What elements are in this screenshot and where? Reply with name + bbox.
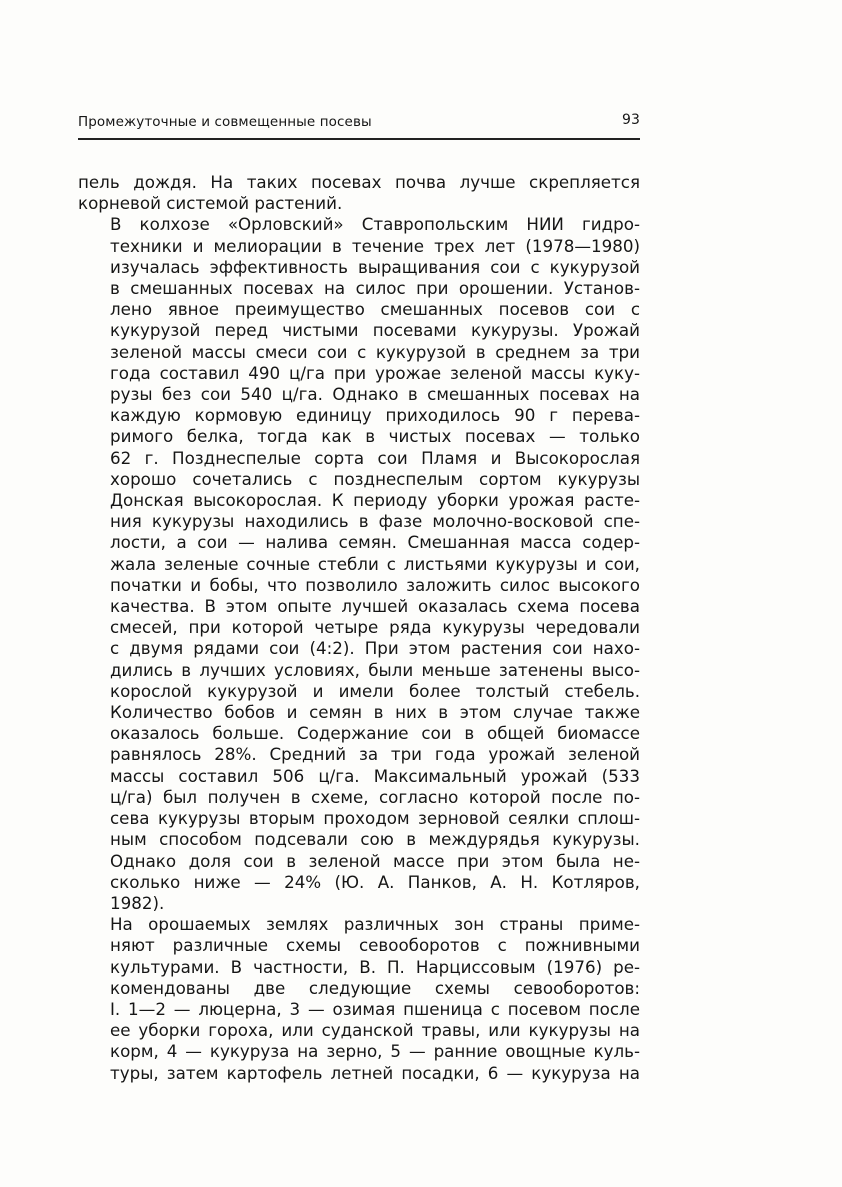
text-line: комендованы две следующие схемы севооборотов: — [110, 977, 640, 998]
page-number: 93 — [621, 112, 640, 128]
text-line: зеленой массы смеси сои с кукурузой в среднем за три — [110, 341, 640, 362]
paragraph — [78, 914, 640, 1084]
text-line: лости, а сои — налива семян. Смешанная масса содер- — [110, 532, 640, 553]
text-line: лено явное преимущество смешанных посевов сои с — [110, 299, 640, 320]
text-line: На орошаемых землях различных зон страны приме- — [110, 914, 640, 935]
text-line: с двумя рядами сои (4:2). При этом растения сои нахо- — [110, 638, 640, 659]
text-line: няют различные схемы севооборотов с пожнивными — [110, 935, 640, 956]
text-line: культурами. В частности, В. П. Нарциссовым (1976) ре- — [110, 956, 640, 977]
text-line: В колхозе «Орловский» Ставропольским НИИ гидро- — [110, 214, 640, 235]
text-line: жала зеленые сочные стебли с листьями кукурузы и сои, — [110, 553, 640, 574]
text-line: ния кукурузы находились в фазе молочно-восковой спе- — [110, 511, 640, 532]
text-line: 1982). — [110, 892, 165, 913]
text-line: корневой системой растений. — [78, 193, 343, 214]
running-head-title: Промежуточные и совмещенные посевы — [78, 114, 372, 130]
text-line: каждую кормовую единицу приходилось 90 г перева- — [110, 405, 640, 426]
text-line: Донская высокорослая. К периоду уборки урожая расте- — [110, 490, 640, 511]
text-line: Однако доля сои в зеленой массе при этом была не- — [110, 850, 640, 871]
text-line: хорошо сочетались с позднеспелым сортом кукурузы — [110, 468, 640, 489]
text-line: корм, 4 — кукуруза на зерно, 5 — ранние овощные куль- — [110, 1041, 640, 1062]
text-line: года составил 490 ц/га при урожае зеленой массы куку- — [110, 362, 640, 383]
text-line: сева кукурузы вторым проходом зерновой сеялки сплош- — [110, 808, 640, 829]
text-line: равнялось 28%. Средний за три года урожай зеленой — [110, 744, 640, 765]
text-line: техники и мелиорации в течение трех лет (1978—1980) — [110, 235, 640, 256]
text-line: дились в лучших условиях, были меньше затенены высо- — [110, 659, 640, 680]
text-line: корослой кукурузой и имели более толстый стебель. — [110, 680, 640, 701]
text-line: изучалась эффективность выращивания сои с кукурузой — [110, 256, 640, 277]
text-line: початки и бобы, что позволило заложить силос высокого — [110, 574, 640, 595]
text-line: пель дождя. На таких посевах почва лучше скрепляется — [78, 172, 640, 192]
paragraph — [78, 172, 640, 214]
text-line: рузы без сои 540 ц/га. Однако в смешанных посевах на — [110, 384, 640, 405]
text-line: качества. В этом опыте лучшей оказалась схема посева — [110, 596, 640, 617]
text-line: смесей, при которой четыре ряда кукурузы чередовали — [110, 617, 640, 638]
running-head — [78, 108, 640, 140]
text-line: римого белка, тогда как в чистых посевах — только — [110, 426, 640, 447]
paragraph — [78, 214, 640, 914]
text-line: 62 г. Позднеспелые сорта сои Пламя и Высокорослая — [110, 447, 640, 468]
text-line: сколько ниже — 24% (Ю. А. Панков, А. Н. Котляров, — [110, 871, 640, 892]
text-line: ц/га) был получен в схеме, согласно которой после по- — [110, 786, 640, 807]
body-text — [78, 172, 640, 1084]
text-line: массы составил 506 ц/га. Максимальный урожай (533 — [110, 765, 640, 786]
text-line: в смешанных посевах на силос при орошении. Установ- — [110, 278, 640, 299]
text-line: оказалось больше. Содержание сои в общей биомассе — [110, 723, 640, 744]
text-line: Количество бобов и семян в них в этом случае также — [110, 702, 640, 723]
text-line: I. 1—2 — люцерна, 3 — озимая пшеница с посевом после — [110, 998, 640, 1019]
text-line: ным способом подсевали сою в междурядья кукурузы. — [110, 829, 640, 850]
text-line: туры, затем картофель летней посадки, 6 — кукуруза на — [110, 1062, 640, 1083]
text-line: кукурузой перед чистыми посевами кукурузы. Урожай — [110, 320, 640, 341]
book-page — [78, 108, 640, 1084]
text-line: ее уборки гороха, или суданской травы, или кукурузы на — [110, 1020, 640, 1041]
